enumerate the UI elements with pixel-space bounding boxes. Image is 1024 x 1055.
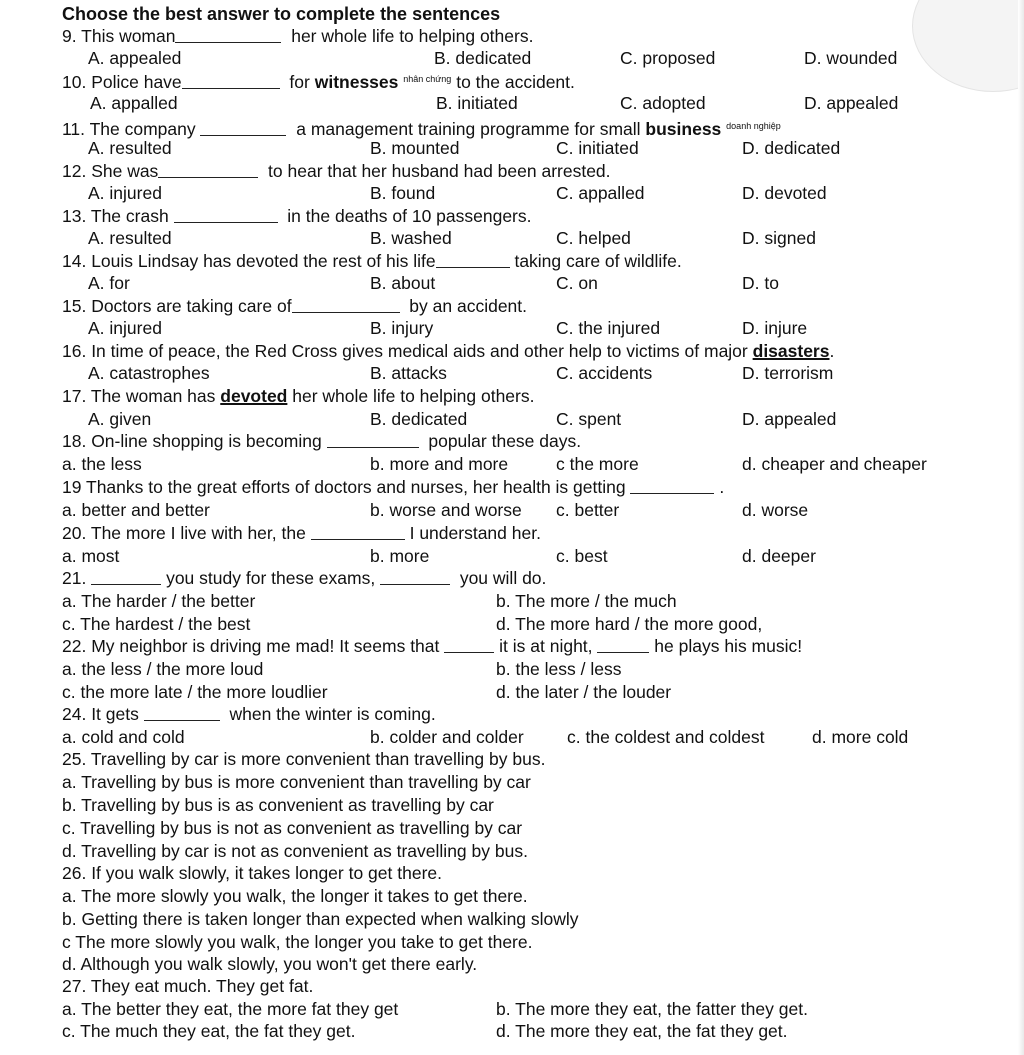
option[interactable]: c. better <box>556 500 620 520</box>
option[interactable]: D. signed <box>742 228 816 248</box>
question-text: 27. They eat much. They get fat. <box>62 976 314 996</box>
options-11 <box>0 137 1024 160</box>
question-21 <box>0 567 1024 590</box>
question-text: 16. In time of peace, the Red Cross gives medical aids and other help to victims of major disasters. <box>62 341 835 361</box>
option[interactable]: D. appealed <box>742 409 837 429</box>
question-14 <box>0 250 1024 273</box>
question-12 <box>0 160 1024 183</box>
question-9 <box>0 25 1024 48</box>
question-26 <box>0 862 1024 885</box>
options-25a <box>0 771 1024 794</box>
question-22 <box>0 635 1024 658</box>
options-15 <box>0 317 1024 340</box>
options-13 <box>0 227 1024 250</box>
option[interactable]: c. the coldest and coldest <box>567 727 765 747</box>
option[interactable]: c The more slowly you walk, the longer you take to get there. <box>62 932 533 952</box>
option[interactable]: a. The harder / the better <box>62 591 256 611</box>
option[interactable]: c the more <box>556 454 639 474</box>
options-12 <box>0 182 1024 205</box>
question-text: 20. The more I live with her, the I understand her. <box>62 523 541 543</box>
option[interactable]: d. The more they eat, the fat they get. <box>496 1021 788 1041</box>
option[interactable]: c. the more late / the more loudlier <box>62 682 328 702</box>
option[interactable]: A. resulted <box>88 138 172 158</box>
question-text: 14. Louis Lindsay has devoted the rest of his life taking care of wildlife. <box>62 251 682 271</box>
question-17 <box>0 385 1024 408</box>
question-text: 11. The company a management training programme for small business $^{doanh nghiệp}$ <box>62 119 781 139</box>
option[interactable]: D. dedicated <box>742 138 841 158</box>
option[interactable]: C. initiated <box>556 138 639 158</box>
options-22b <box>0 681 1024 704</box>
answer-blank[interactable] <box>327 447 419 448</box>
options-25b <box>0 794 1024 817</box>
answer-blank[interactable] <box>182 88 280 89</box>
option[interactable]: B. attacks <box>370 363 447 383</box>
option[interactable]: d. deeper <box>742 546 816 566</box>
answer-blank[interactable] <box>630 493 714 494</box>
question-text: 25. Travelling by car is more convenient than travelling by bus. <box>62 749 546 769</box>
option[interactable]: B. initiated <box>436 93 518 113</box>
question-text: 26. If you walk slowly, it takes longer to get there. <box>62 863 443 883</box>
option[interactable]: A. appalled <box>90 93 178 113</box>
question-text: 12. She was to hear that her husband had been arrested. <box>62 161 611 181</box>
answer-blank[interactable] <box>174 222 278 223</box>
question-text: 15. Doctors are taking care of by an accident. <box>62 296 528 316</box>
question-text: 21. you study for these exams, you will do. <box>62 568 547 588</box>
options-18 <box>0 453 1024 476</box>
option[interactable]: A. for <box>88 273 130 293</box>
option[interactable]: C. accidents <box>556 363 653 383</box>
question-text: 19 Thanks to the great efforts of doctors and nurses, her health is getting . <box>62 477 725 497</box>
options-20 <box>0 545 1024 568</box>
option[interactable]: c. The much they eat, the fat they get. <box>62 1021 356 1041</box>
option[interactable]: a. The better they eat, the more fat they get <box>62 999 399 1019</box>
option[interactable]: A. injured <box>88 318 162 338</box>
question-20 <box>0 522 1024 545</box>
answer-blank[interactable] <box>158 177 258 178</box>
option[interactable]: b. the less / less <box>496 659 622 679</box>
option[interactable]: A. appealed <box>88 48 182 68</box>
option[interactable]: D. appealed <box>804 93 899 113</box>
option[interactable]: d. Travelling by car is not as convenient as travelling by bus. <box>62 841 528 861</box>
option[interactable]: C. proposed <box>620 48 716 68</box>
options-27b <box>0 1020 1024 1043</box>
question-11 <box>0 115 1024 138</box>
option[interactable]: d. the later / the louder <box>496 682 672 702</box>
option[interactable]: c. best <box>556 546 608 566</box>
answer-blank[interactable] <box>200 135 286 136</box>
options-22a <box>0 658 1024 681</box>
answer-blank[interactable] <box>144 720 220 721</box>
options-25c <box>0 817 1024 840</box>
option[interactable]: b. more <box>370 546 430 566</box>
options-26c <box>0 931 1024 954</box>
question-text: 24. It gets when the winter is coming. <box>62 704 436 724</box>
option[interactable]: D. devoted <box>742 183 827 203</box>
option[interactable]: A. given <box>88 409 152 429</box>
option[interactable]: D. terrorism <box>742 363 834 383</box>
question-10 <box>0 68 1024 91</box>
option[interactable]: b. more and more <box>370 454 509 474</box>
options-24 <box>0 726 1024 749</box>
option[interactable]: a. The more slowly you walk, the longer it takes to get there. <box>62 886 528 906</box>
options-10 <box>0 92 1024 115</box>
option[interactable]: a. the less / the more loud <box>62 659 264 679</box>
question-text: 9. This woman her whole life to helping others. <box>62 26 534 46</box>
question-text: 17. The woman has devoted her whole life to helping others. <box>62 386 535 406</box>
question-24 <box>0 703 1024 726</box>
answer-blank[interactable] <box>311 539 405 540</box>
option[interactable]: D. to <box>742 273 779 293</box>
question-19 <box>0 476 1024 499</box>
option[interactable]: a. Travelling by bus is more convenient than travelling by car <box>62 772 531 792</box>
options-26d <box>0 953 1024 976</box>
option[interactable]: D. wounded <box>804 48 898 68</box>
option[interactable]: d. cheaper and cheaper <box>742 454 927 474</box>
question-text: 18. On-line shopping is becoming popular these days. <box>62 431 582 451</box>
option[interactable]: d. worse <box>742 500 809 520</box>
question-27 <box>0 975 1024 998</box>
option[interactable]: b. The more they eat, the fatter they get. <box>496 999 808 1019</box>
question-text: 10. Police have for witnesses $^{nhân chứng}$ to the accident. <box>62 72 575 92</box>
options-14 <box>0 272 1024 295</box>
answer-blank[interactable] <box>597 652 649 653</box>
question-18 <box>0 430 1024 453</box>
option[interactable]: a. cold and cold <box>62 727 185 747</box>
question-16 <box>0 340 1024 363</box>
option[interactable]: a. better and better <box>62 500 210 520</box>
option[interactable]: A. resulted <box>88 228 172 248</box>
options-19 <box>0 499 1024 522</box>
options-25d <box>0 840 1024 863</box>
option[interactable]: b. Travelling by bus is as convenient as travelling by car <box>62 795 494 815</box>
options-21a <box>0 590 1024 613</box>
question-25 <box>0 748 1024 771</box>
answer-blank[interactable] <box>292 312 400 313</box>
page-title: Choose the best answer to complete the sentences <box>62 4 501 24</box>
answer-blank[interactable] <box>380 584 450 585</box>
options-21b <box>0 613 1024 636</box>
option[interactable]: C. helped <box>556 228 631 248</box>
options-9 <box>0 47 1024 70</box>
option[interactable]: C. appalled <box>556 183 645 203</box>
question-text: 22. My neighbor is driving me mad! It seems that it is at night, he plays his music! <box>62 636 803 656</box>
title-row <box>0 3 1024 26</box>
option[interactable]: b. colder and colder <box>370 727 524 747</box>
option[interactable]: b. The more / the much <box>496 591 677 611</box>
options-17 <box>0 408 1024 431</box>
question-text: 13. The crash in the deaths of 10 passengers. <box>62 206 532 226</box>
option[interactable]: c. Travelling by bus is not as convenient as travelling by car <box>62 818 523 838</box>
option[interactable]: d. The more hard / the more good, <box>496 614 763 634</box>
option[interactable]: D. injure <box>742 318 808 338</box>
option[interactable]: B. about <box>370 273 436 293</box>
option[interactable]: A. catastrophes <box>88 363 210 383</box>
answer-blank[interactable] <box>444 652 494 653</box>
question-13 <box>0 205 1024 228</box>
option[interactable]: b. worse and worse <box>370 500 522 520</box>
option[interactable]: d. Although you walk slowly, you won't get there early. <box>62 954 478 974</box>
option[interactable]: A. injured <box>88 183 162 203</box>
options-26b <box>0 908 1024 931</box>
answer-blank[interactable] <box>175 42 281 43</box>
option[interactable]: C. the injured <box>556 318 661 338</box>
option[interactable]: B. found <box>370 183 436 203</box>
option[interactable]: C. adopted <box>620 93 706 113</box>
option[interactable]: B. washed <box>370 228 452 248</box>
options-26a <box>0 885 1024 908</box>
options-27a <box>0 998 1024 1021</box>
option[interactable]: B. injury <box>370 318 434 338</box>
options-16 <box>0 362 1024 385</box>
option[interactable]: B. dedicated <box>434 48 532 68</box>
option[interactable]: b. Getting there is taken longer than expected when walking slowly <box>62 909 579 929</box>
option[interactable]: B. mounted <box>370 138 460 158</box>
option[interactable]: d. more cold <box>812 727 909 747</box>
option[interactable]: C. on <box>556 273 598 293</box>
option[interactable]: a. the less <box>62 454 142 474</box>
question-15 <box>0 295 1024 318</box>
option[interactable]: a. most <box>62 546 120 566</box>
option[interactable]: C. spent <box>556 409 622 429</box>
option[interactable]: B. dedicated <box>370 409 468 429</box>
answer-blank[interactable] <box>436 267 510 268</box>
option[interactable]: c. The hardest / the best <box>62 614 251 634</box>
answer-blank[interactable] <box>91 584 161 585</box>
